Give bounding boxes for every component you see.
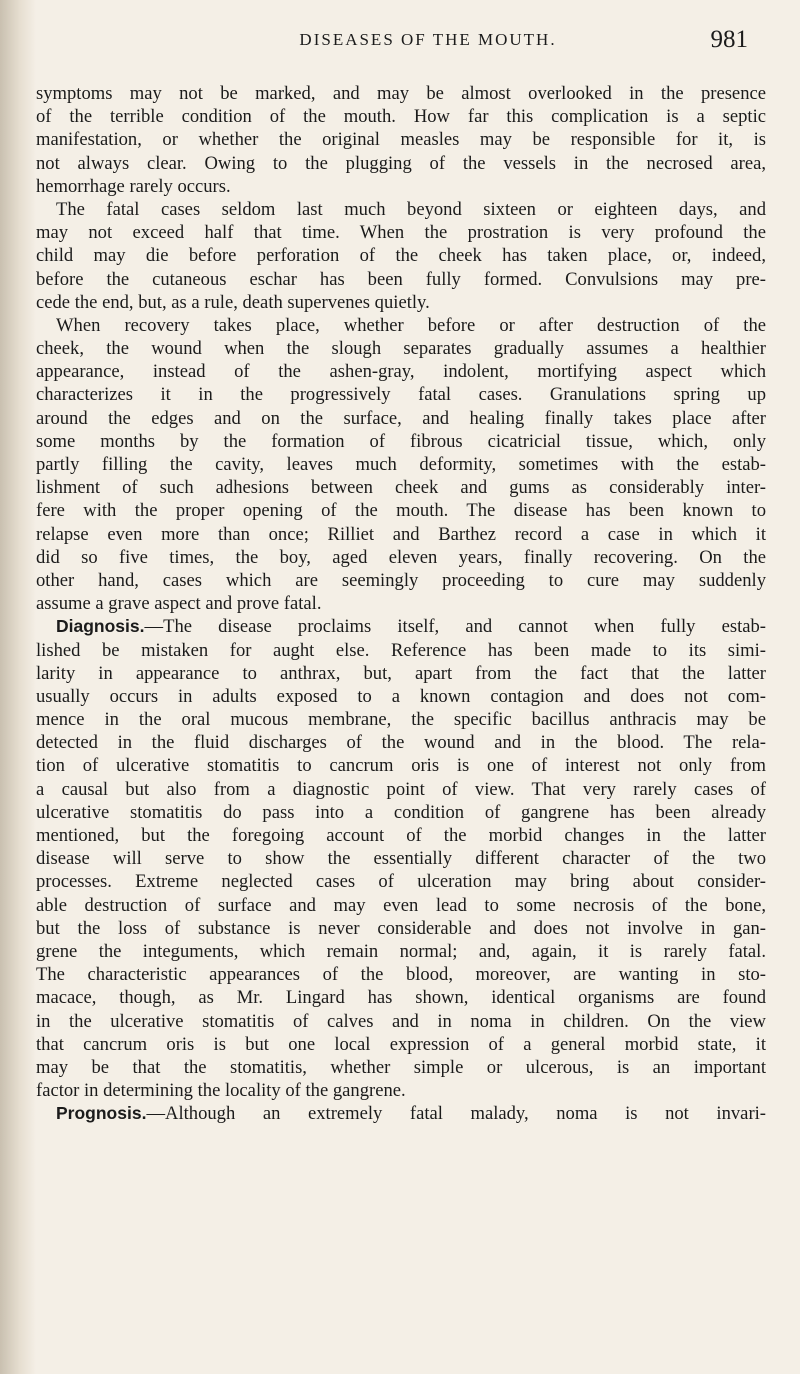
line-text: of the terrible condition of the mouth. How far this complication is a septic	[36, 106, 766, 128]
body-text	[36, 82, 766, 1125]
line-text: around the edges and on the surface, and healing finally takes place after	[36, 407, 766, 429]
line-text: may not exceed half that time. When the prostration is very profound the	[36, 222, 766, 244]
line-text: lished be mistaken for aught else. Reference has been made to its simi-	[36, 639, 766, 661]
line-text: factor in determining the locality of the gangrene.	[36, 1080, 406, 1102]
line-text: usually occurs in adults exposed to a known contagion and does not com-	[36, 685, 766, 707]
text-line	[36, 615, 766, 638]
text-line	[36, 523, 766, 546]
text-line	[36, 639, 766, 662]
line-text: detected in the fluid discharges of the wound and in the blood. The rela-	[36, 732, 766, 754]
text-line	[36, 592, 766, 615]
line-text: macace, though, as Mr. Lingard has shown, identical organisms are found	[36, 987, 766, 1009]
line-text: When recovery takes place, whether before or after destruction of the	[56, 314, 766, 336]
text-line	[36, 383, 766, 406]
text-line	[36, 268, 766, 291]
text-line	[36, 778, 766, 801]
text-line	[36, 499, 766, 522]
text-line	[36, 754, 766, 777]
page-number: 981	[710, 26, 748, 53]
line-text: some months by the formation of fibrous cicatricial tissue, which, only	[36, 430, 766, 452]
line-text: assume a grave aspect and prove fatal.	[36, 593, 322, 615]
text-line	[36, 221, 766, 244]
text-line	[36, 1102, 766, 1125]
line-text: —Although an extremely fatal malady, noma is not invari-	[146, 1103, 766, 1125]
text-line	[36, 476, 766, 499]
text-line	[36, 337, 766, 360]
text-line	[36, 105, 766, 128]
line-text: The fatal cases seldom last much beyond sixteen or eighteen days, and	[56, 198, 766, 220]
text-line	[36, 360, 766, 383]
text-line	[36, 152, 766, 175]
line-text: mentioned, but the foregoing account of the morbid changes in the latter	[36, 825, 766, 846]
line-text: child may die before perforation of the cheek has taken place, or, indeed,	[36, 245, 766, 267]
line-text: The characteristic appearances of the blood, moreover, are wanting in sto-	[36, 964, 766, 986]
line-text: cheek, the wound when the slough separates gradually assumes a healthier	[36, 338, 766, 360]
text-line	[36, 407, 766, 430]
line-text: able destruction of surface and may even lead to some necrosis of the bone,	[36, 894, 766, 916]
line-text: characterizes it in the progressively fatal cases. Granulations spring up	[36, 384, 766, 406]
line-text: did so five times, the boy, aged eleven years, finally recovering. On the	[36, 546, 766, 568]
text-line	[36, 847, 766, 870]
text-line	[36, 453, 766, 476]
line-text: may be that the stomatitis, whether simple or ulcerous, is an important	[36, 1056, 766, 1078]
text-line	[36, 1056, 766, 1079]
text-line	[36, 986, 766, 1009]
text-line	[36, 244, 766, 267]
line-text: ulcerative stomatitis do pass into a condition of gangrene has been already	[36, 801, 766, 823]
line-text: fere with the proper opening of the mouth. The disease has been known to	[36, 500, 766, 522]
line-text: a causal but also from a diagnostic point of view. That very rarely cases of	[36, 778, 766, 800]
line-text: hemorrhage rarely occurs.	[36, 175, 231, 197]
text-line	[36, 198, 766, 221]
text-line	[36, 314, 766, 337]
text-line	[36, 128, 766, 151]
line-text: larity in appearance to anthrax, but, apart from the fact that the latter	[36, 662, 766, 684]
text-line	[36, 569, 766, 592]
line-text: partly filling the cavity, leaves much deformity, sometimes with the estab-	[36, 454, 766, 475]
text-line	[36, 1010, 766, 1033]
line-text: but the loss of substance is never considerable and does not involve in gan-	[36, 917, 766, 939]
line-text: disease will serve to show the essentially different character of the two	[36, 848, 766, 870]
text-line	[36, 430, 766, 453]
page-gutter-shadow	[0, 0, 36, 1374]
text-line	[36, 917, 766, 940]
line-text: in the ulcerative stomatitis of calves and in noma in children. On the view	[36, 1010, 766, 1032]
text-line	[36, 291, 766, 314]
line-text: that cancrum oris is but one local expression of a general morbid state, it	[36, 1033, 766, 1055]
text-line	[36, 546, 766, 569]
text-line	[36, 870, 766, 893]
line-text: appearance, instead of the ashen-gray, indolent, mortifying aspect which	[36, 361, 766, 383]
text-line	[36, 824, 766, 847]
text-line	[36, 1033, 766, 1056]
page-header	[108, 26, 748, 60]
line-text: lishment of such adhesions between cheek and gums as considerably inter-	[36, 477, 766, 499]
running-head: DISEASES OF THE MOUTH.	[299, 30, 557, 49]
line-text: grene the integuments, which remain normal; and, again, it is rarely fatal.	[36, 940, 766, 962]
section-heading: Diagnosis.	[56, 616, 145, 637]
text-line	[36, 963, 766, 986]
line-text: mence in the oral mucous membrane, the specific bacillus anthracis may be	[36, 709, 766, 731]
line-text: before the cutaneous eschar has been fully formed. Convulsions may pre-	[36, 268, 766, 290]
text-line	[36, 175, 766, 198]
text-line	[36, 82, 766, 105]
text-line	[36, 940, 766, 963]
line-text: processes. Extreme neglected cases of ulceration may bring about consider-	[36, 871, 766, 893]
text-line	[36, 708, 766, 731]
text-line	[36, 662, 766, 685]
text-line	[36, 685, 766, 708]
line-text: not always clear. Owing to the plugging of the vessels in the necrosed area,	[36, 152, 766, 174]
line-text: other hand, cases which are seemingly proceeding to cure may suddenly	[36, 569, 766, 591]
line-text: —The disease proclaims itself, and cannot when fully estab-	[144, 616, 766, 638]
text-line	[36, 894, 766, 917]
line-text: cede the end, but, as a rule, death supervenes quietly.	[36, 291, 430, 313]
section-heading: Prognosis.	[56, 1103, 147, 1124]
line-text: tion of ulcerative stomatitis to cancrum oris is one of interest not only from	[36, 755, 766, 777]
line-text: symptoms may not be marked, and may be almost overlooked in the presence	[36, 83, 766, 104]
line-text: relapse even more than once; Rilliet and Barthez record a case in which it	[36, 523, 766, 545]
line-text: manifestation, or whether the original measles may be responsible for it, is	[36, 129, 766, 151]
text-line	[36, 731, 766, 754]
text-line	[36, 801, 766, 824]
text-line	[36, 1079, 766, 1102]
